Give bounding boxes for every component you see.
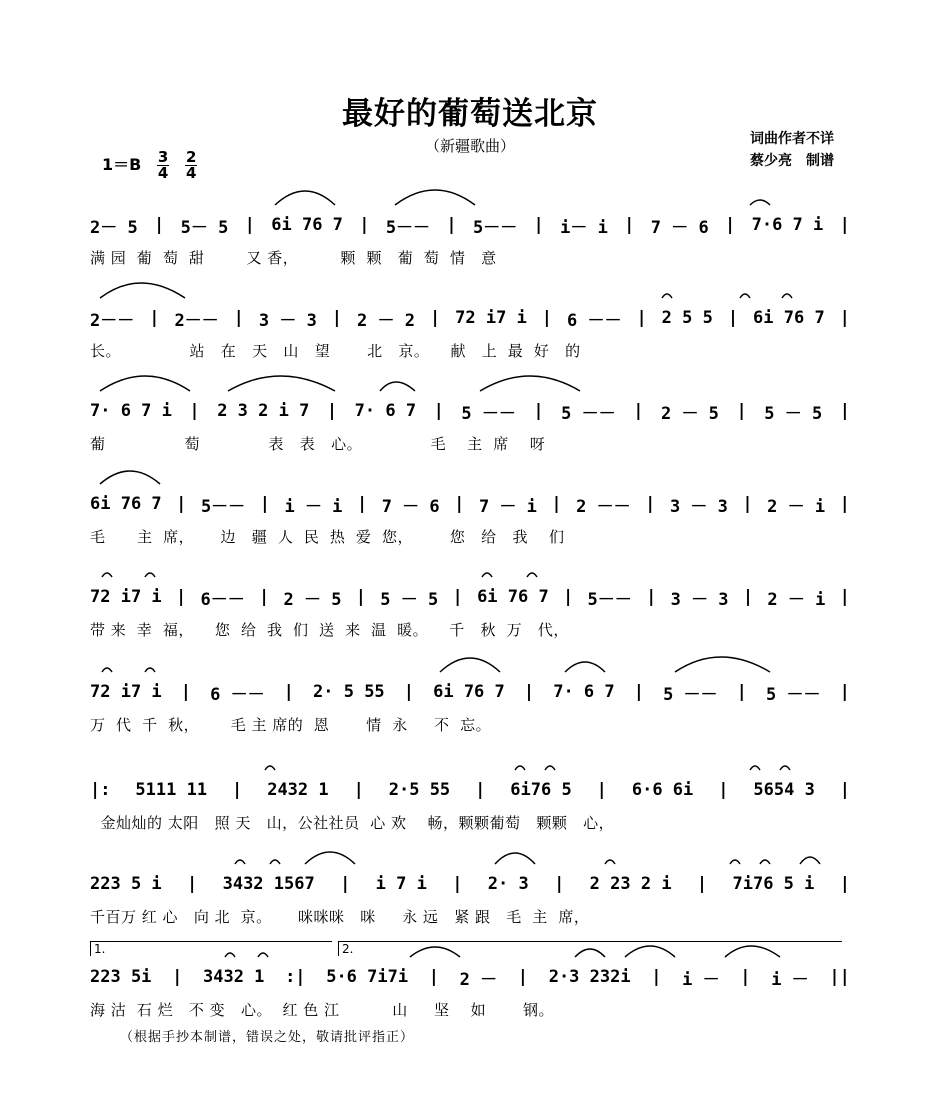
note-group: 5 －－ [461,403,516,424]
note-group: 5 － 5 [380,589,439,610]
note-group: 2432 1 [267,780,329,800]
bar-line: || [829,967,850,987]
note-group: 6 －－ [210,684,265,705]
bar-line: | [541,308,553,328]
bar-line: | [149,308,160,328]
lyrics-line: 带 来 幸 福， 您 给 我 们 送 来 温 暖。 千 秋 万 代， [90,621,569,639]
note-group: 3 － 3 [258,310,317,331]
note-group: 2 23 2 i [589,874,672,894]
bar-line: | [624,215,635,235]
note-group: 2 － i [767,589,826,610]
bar-line: | [232,780,243,800]
bar-line: | [742,494,753,514]
note-group: 5－ 5 [180,217,229,238]
slur-marks [90,740,850,780]
bar-line: | [355,587,367,607]
note-group: 5654 3 [753,780,815,800]
volta-first: 1. [90,941,332,956]
volta-second: 2. [338,941,842,956]
slur-marks [90,361,850,401]
note-group: 7· 6 7 [354,401,417,421]
slur-marks [90,454,850,494]
note-group: i－ i [560,217,608,238]
note-group: 2－ 5 [90,217,138,238]
notation-line [90,211,850,239]
notation-line [90,963,850,991]
note-group: 2· 5 55 [313,682,385,702]
note-group: 7·6 7 i [751,215,824,235]
notation-line [90,870,850,898]
time-sig-2-num: 2 [185,148,197,166]
lyrics-line: 海 沽 石 烂 不 变 心。 红 色 江 山 坚 如 钢。 [90,1001,554,1019]
bar-line: | [517,967,529,987]
bar-line: | [433,401,444,421]
footer-note: （根据手抄本制谱，错误之处，敬请批评指正） [120,1030,415,1045]
slur-marks [90,927,850,967]
note-group: 2 5 5 [661,308,713,328]
bar-line: | [633,401,644,421]
bar-line: | [452,874,463,894]
note-group: i 7 i [375,874,427,894]
note-group: 6i76 5 [510,780,572,800]
time-sig-2-den: 4 [185,164,197,182]
note-group: 5－－ [200,496,246,517]
bar-line: | [736,682,747,702]
bar-line: | [176,494,187,514]
bar-line: | [839,308,850,328]
bar-line: | [429,308,441,328]
bar-line: | [154,215,165,235]
bar-line: | [551,494,562,514]
bar-line: | [839,780,850,800]
slur-marks [90,175,850,215]
bar-line: | [645,494,656,514]
note-group: 2－－ [90,310,135,331]
note-group: 72 i7 i [455,308,527,328]
note-group: 5 －－ [765,684,821,705]
note-group: 3432 1567 [222,874,315,894]
note-group: 72 i7 i [90,682,162,702]
bar-line: | [356,494,368,514]
note-group: 223 5 i [90,874,162,894]
lyrics-line: 葡 萄 表 表 心。 毛 主 席 呀 [90,435,546,453]
note-group: 6i 76 7 [90,494,162,514]
bar-line: | [187,874,198,894]
bar-line: | [403,682,415,702]
note-group: 3 － 3 [670,589,729,610]
note-group: 5 － 5 [764,403,823,424]
song-title: 最好的葡萄送北京 [342,96,598,132]
note-group: 2－－ [174,310,219,331]
bar-line: | [646,587,657,607]
bar-line: | [446,215,457,235]
bar-line: | [454,494,465,514]
bar-line: | [839,401,850,421]
note-group: 223 5i [90,967,152,987]
bar-line: | [533,215,544,235]
lyrics-line: 金灿灿的 太阳 照 天 山，公社社员 心 欢 畅，颗颗葡萄 颗颗 心， [90,814,615,832]
slur-marks [90,547,850,587]
note-group: 5－－ [587,589,632,610]
bar-line: | [189,401,200,421]
notation-line [90,583,850,611]
note-group: 2 3 2 i 7 [217,401,310,421]
credit-arranger: 蔡少亮 制谱 [750,153,834,169]
bar-line: | [180,682,191,702]
note-group: 7· 6 7 i [90,401,172,421]
note-group: 7 － 6 [650,217,709,238]
lyrics-line: 千百万 红 心 向 北 京。 咪咪咪 咪 永 远 紧 跟 毛 主 席， [90,908,590,926]
note-group: 2 － 2 [357,310,415,331]
note-group: 5－－ [385,217,431,238]
bar-line: | [839,494,850,514]
lyrics-line: 毛 主 席， 边 疆 人 民 热 爱 您， 您 给 我 们 [90,528,565,546]
notation-line [90,397,850,425]
note-group: 3 － 3 [669,496,728,517]
bar-line: | [533,401,544,421]
lyrics-line: 万 代 千 秋， 毛 主 席的 恩 情 永 不 忘。 [90,716,492,734]
bar-line: | [563,587,574,607]
note-group: i － [682,969,720,990]
note-group: i － [771,969,809,990]
note-group: 2 － i [767,496,826,517]
note-group: 2 － 5 [660,403,719,424]
bar-line: | [233,308,244,328]
bar-line: | [353,780,364,800]
note-group: 6 －－ [567,310,622,331]
note-group: 72 i7 i [90,587,162,607]
bar-line: | [839,587,850,607]
note-group: 2· 3 [487,874,529,894]
bar-line: | [452,587,463,607]
bar-line: | [736,401,747,421]
note-group: 6i 76 7 [271,215,343,235]
slur-marks [90,642,850,682]
note-group: 3432 1 [202,967,265,987]
bar-line: | [554,874,565,894]
note-group: i － i [284,496,343,517]
note-group: 2·5 55 [388,780,451,800]
note-group: 6i 76 7 [433,682,505,702]
bar-line: | [244,215,255,235]
bar-line: | [718,780,729,800]
note-group: 5 －－ [561,403,616,424]
bar-line: | [259,494,270,514]
slur-marks [90,834,850,874]
note-group: 2·3 232i [548,967,631,987]
bar-line: | [839,874,850,894]
bar-line: | [651,967,662,987]
note-group: 5111 11 [135,780,208,800]
bar-line: | [636,308,647,328]
slur-marks [90,268,850,308]
note-group: 6－－ [200,589,245,610]
notation-line [90,678,850,706]
key-label: 1＝B [102,155,142,174]
note-group: 5 －－ [663,684,718,705]
bar-line: | [475,780,486,800]
note-group: 7· 6 7 [553,682,615,702]
note-group: 6i 76 7 [477,587,549,607]
bar-line: | [359,215,370,235]
bar-line: |: [90,780,111,800]
bar-line: | [740,967,751,987]
time-sig-1-den: 4 [157,164,169,182]
song-subtitle: （新疆歌曲） [424,137,515,155]
bar-line: | [259,587,270,607]
note-group: 7i76 5 i [732,874,815,894]
bar-line: | [633,682,644,702]
bar-line: | [172,967,183,987]
note-group: 5·6 7i7i [326,967,409,987]
bar-line: | [727,308,739,328]
bar-line: | [523,682,535,702]
note-group: 6i 76 7 [753,308,825,328]
lyrics-line: 长。 站 在 天 山 望 北 京。 献 上 最 好 的 [90,342,581,360]
notation-line [90,776,850,804]
bar-line: | [725,215,736,235]
bar-line: | [839,215,850,235]
lyrics-line: 满 园 葡 萄 甜 又 香， 颗 颗 葡 萄 情 意 [90,249,497,267]
bar-line: :| [285,967,306,987]
bar-line: | [596,780,607,800]
note-group: 5－－ [472,217,518,238]
bar-line: | [326,401,338,421]
bar-line: | [839,682,850,702]
note-group: 2 － [459,969,498,990]
note-group: 6·6 6i [631,780,694,800]
time-sig-1-num: 3 [157,148,169,166]
bar-line: | [283,682,294,702]
bar-line: | [742,587,754,607]
note-group: 7 － 6 [381,496,440,517]
bar-line: | [340,874,351,894]
notation-line [90,304,850,332]
bar-line: | [331,308,343,328]
bar-line: | [175,587,187,607]
note-group: 2 －－ [576,496,631,517]
credit-composer: 词曲作者不详 [750,131,834,147]
bar-line: | [428,967,439,987]
bar-line: | [696,874,708,894]
notation-line [90,490,850,518]
note-group: 2 － 5 [283,589,342,610]
note-group: 7 － i [478,496,537,517]
